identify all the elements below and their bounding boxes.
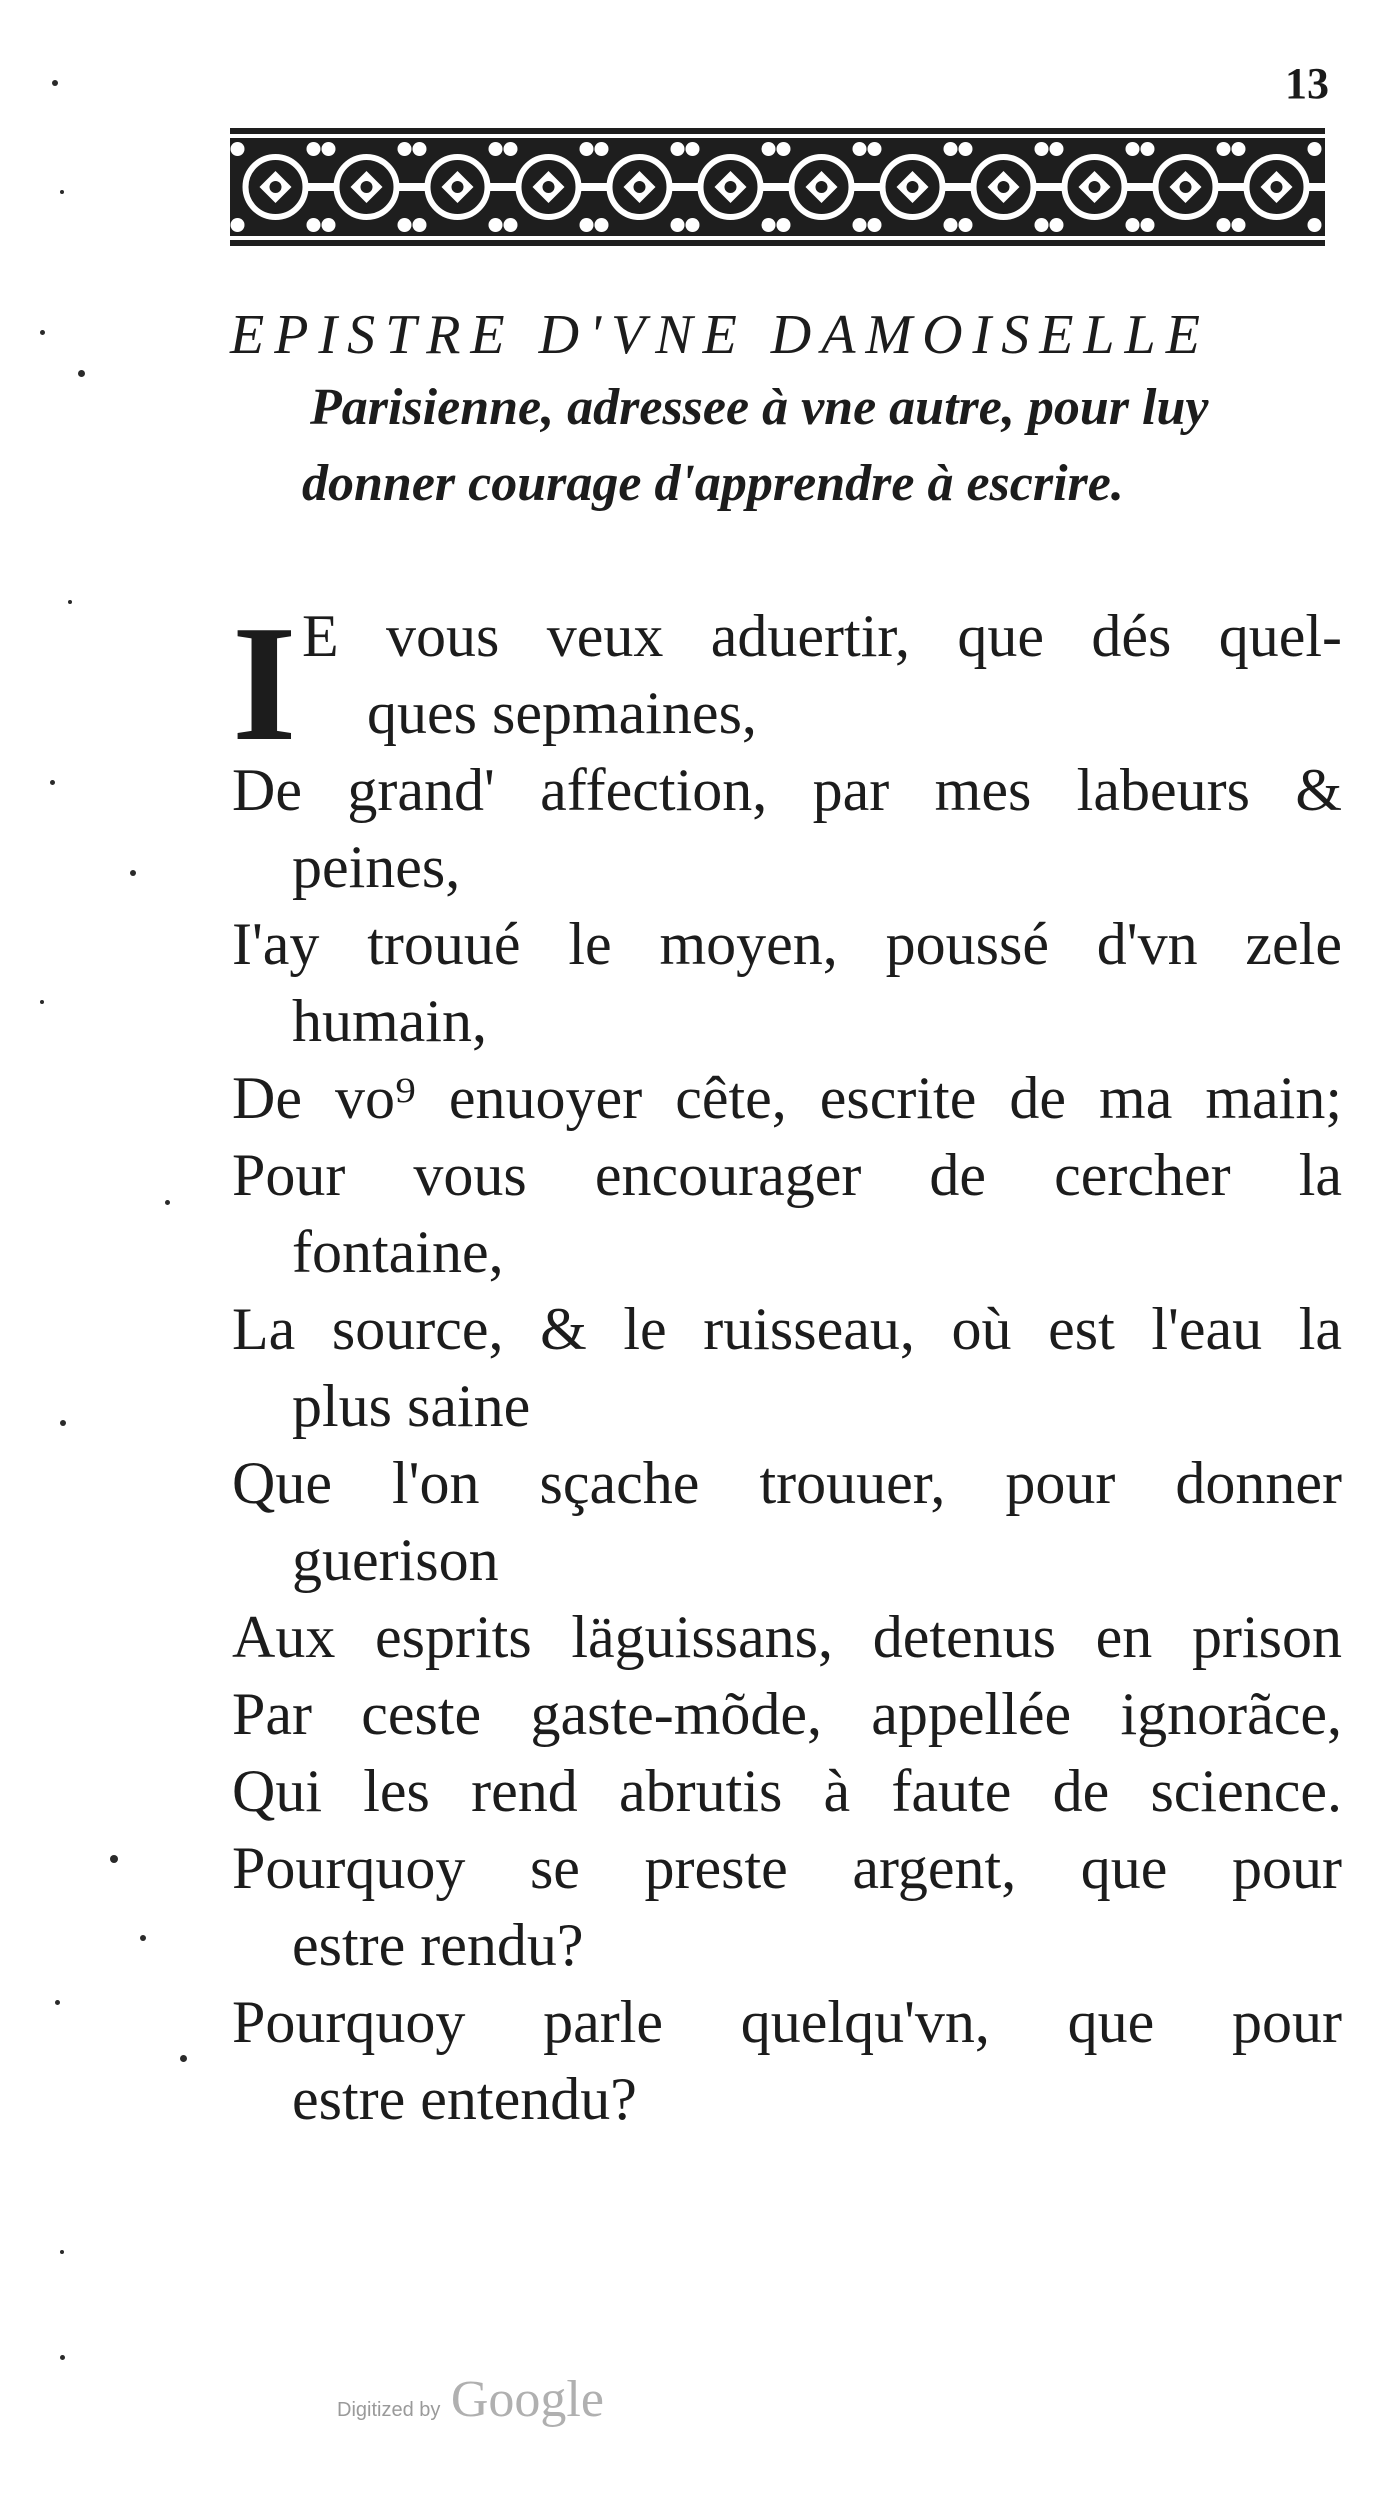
ink-speck xyxy=(165,1200,170,1205)
poem-line: Que l'on sçache trouuer, pour donner xyxy=(232,1450,1342,1516)
ink-speck xyxy=(140,1935,146,1941)
poem-line: Pourquoy se preste argent, que pour xyxy=(232,1835,1342,1901)
ink-speck xyxy=(78,370,85,377)
ink-speck xyxy=(60,1420,66,1426)
ink-speck xyxy=(40,1000,44,1004)
ink-speck xyxy=(60,2355,65,2360)
poem-line: Qui les rend abrutis à faute de science. xyxy=(232,1758,1342,1824)
poem-line: humain, xyxy=(292,988,487,1054)
ink-speck xyxy=(130,870,136,876)
poem-line: Aux esprits läguissans, detenus en prison xyxy=(232,1604,1342,1670)
title-main-line: EPISTRE D'VNE DAMOISELLE xyxy=(230,304,1210,366)
poem-line: guerison xyxy=(292,1527,499,1593)
poem-line: I'ay trouué le moyen, poussé d'vn zele xyxy=(232,911,1342,977)
ink-speck xyxy=(50,780,55,785)
ink-speck xyxy=(40,330,45,335)
google-logo: Google xyxy=(450,2371,604,2428)
title-subtitle-line-1: Parisienne, adressee à vne autre, pour luy xyxy=(310,379,1209,436)
poem-line: peines, xyxy=(292,834,461,900)
poem-line: fontaine, xyxy=(292,1219,504,1285)
ink-speck xyxy=(68,600,72,604)
drop-cap-initial: I xyxy=(232,591,297,775)
digitized-by-google-watermark xyxy=(337,2370,604,2429)
poem-line: ques sepmaines, xyxy=(367,680,757,746)
ink-speck xyxy=(60,2250,64,2254)
page-number: 13 xyxy=(1285,59,1329,108)
poem-line: De vo⁹ enuoyer cête, escrite de ma main; xyxy=(232,1065,1342,1131)
poem-line: Par ceste gaste-mõde, appellée ignorãce, xyxy=(232,1681,1342,1747)
poem-line: plus saine xyxy=(292,1373,531,1439)
poem-line: estre entendu? xyxy=(292,2066,637,2132)
poem-line: Pour vous encourager de cercher la xyxy=(232,1142,1342,1208)
ink-speck xyxy=(180,2055,187,2062)
ink-speck xyxy=(110,1855,118,1863)
poem-body xyxy=(232,591,1342,2138)
poem-line: Pourquoy parle quelqu'vn, que pour xyxy=(232,1989,1342,2055)
ornamental-header-band xyxy=(230,128,1325,246)
poem-line: E vous veux aduertir, que dés quel- xyxy=(302,603,1342,669)
ink-speck xyxy=(55,2000,60,2005)
ink-speck xyxy=(52,80,58,86)
title-subtitle-line-2: donner courage d'apprendre à escrire. xyxy=(302,455,1124,512)
epistle-title xyxy=(230,300,1340,522)
poem-line: De grand' affection, par mes labeurs & xyxy=(232,757,1342,823)
poem-line: La source, & le ruisseau, où est l'eau la xyxy=(232,1296,1342,1362)
watermark-prefix: Digitized by xyxy=(337,2399,441,2421)
ink-speck xyxy=(60,190,64,194)
poem-line: estre rendu? xyxy=(292,1912,584,1978)
